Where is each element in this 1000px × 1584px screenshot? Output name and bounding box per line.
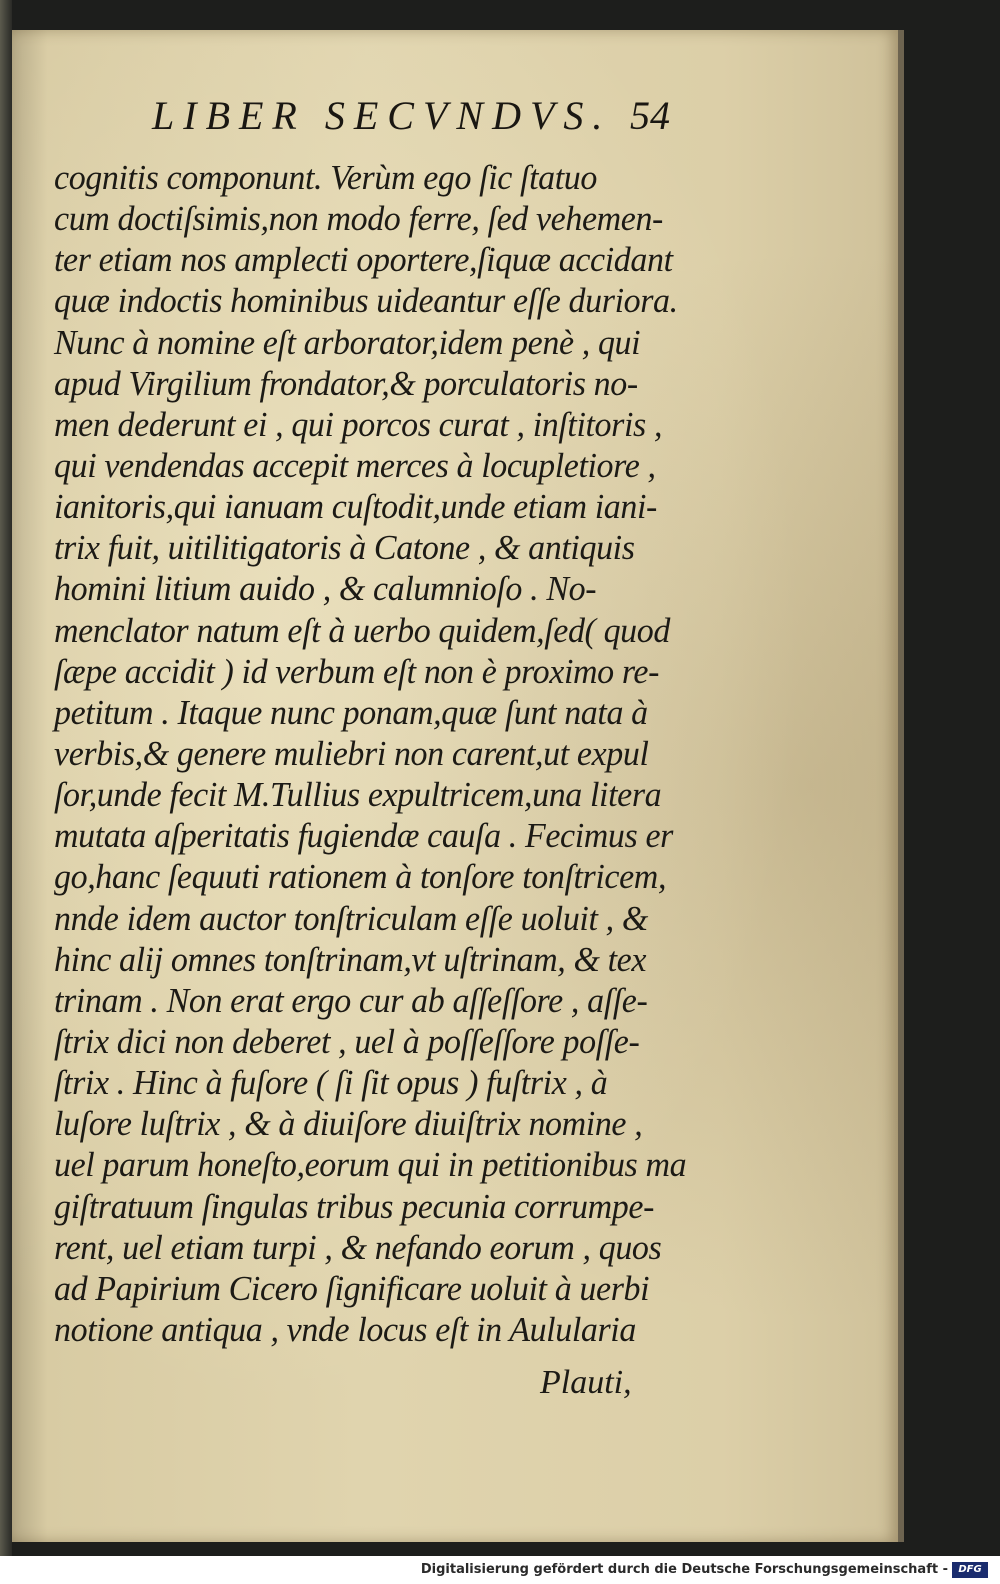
text-line: ad Papirium Cicero ſignificare uoluit à uerbi — [54, 1269, 650, 1308]
text-line: qui vendendas accepit merces à locupletiore , — [54, 446, 656, 485]
text-line: ſæpe accidit ) id verbum eſt non è proximo re- — [54, 652, 660, 691]
text-line: notione antiqua , vnde locus eſt in Aulularia — [54, 1310, 636, 1349]
text-line: luſore luſtrix , & à diuiſore diuiſtrix nomine , — [54, 1105, 643, 1144]
text-line: ter etiam nos amplecti oportere,ſiquæ accidant — [54, 241, 673, 280]
running-head: LIBER SECVNDVS. — [152, 93, 612, 138]
text-line: ſtrix dici non deberet , uel à poſſeſſore poſſe- — [54, 1022, 640, 1061]
page-right-edge — [898, 30, 904, 1542]
book-page — [12, 30, 898, 1542]
body-text — [54, 158, 704, 1351]
text-line: cum doctiſsimis,non modo ferre, ſed vehemen- — [54, 200, 663, 239]
text-line: trinam . Non erat ergo cur ab aſſeſſore , aſſe- — [54, 981, 648, 1020]
text-line: apud Virgilium frondator,& porculatoris no- — [54, 364, 638, 403]
text-line: Nunc à nomine eſt arborator,idem penè , qui — [54, 323, 641, 362]
text-line: ianitoris,qui ianuam cuſtodit,unde etiam iani- — [54, 488, 657, 527]
text-line: quæ indoctis hominibus uideantur eſſe duriora. — [54, 282, 678, 321]
text-line: petitum . Itaque nunc ponam,quæ ſunt nata à — [54, 693, 648, 732]
text-line: mutata aſperitatis fugiendæ cauſa . Fecimus er — [54, 817, 673, 856]
text-line: uel parum honeſto,eorum qui in petitionibus ma — [54, 1146, 687, 1185]
text-line: ſtrix . Hinc à fuſore ( ſi ſit opus ) fuſtrix , à — [54, 1064, 608, 1103]
text-line: trix fuit, uitilitigatoris à Catone , & antiquis — [54, 529, 635, 568]
page-number: 54 — [630, 93, 670, 138]
text-line: nnde idem auctor tonſtriculam eſſe uoluit , & — [54, 899, 648, 938]
funding-credit: Digitalisierung gefördert durch die Deutsche Forschungsgemeinschaft - — [420, 1562, 948, 1577]
text-line: giſtratuum ſingulas tribus pecunia corrumpe- — [54, 1187, 655, 1226]
text-line: ſor,unde fecit M.Tullius expultricem,una litera — [54, 776, 662, 815]
text-line: hinc alij omnes tonſtrinam,vt uſtrinam, & tex — [54, 940, 647, 979]
text-line: homini litium auido , & calumnioſo . No- — [54, 570, 597, 609]
text-line: cognitis componunt. Verùm ego ſic ſtatuo — [54, 159, 597, 197]
catchword: Plauti, — [540, 1364, 632, 1401]
text-line: rent, uel etiam turpi , & nefando eorum , quos — [54, 1228, 662, 1267]
footer-bar — [0, 1556, 1000, 1584]
page-header — [152, 92, 712, 152]
text-line: go,hanc ſequuti rationem à tonſore tonſtricem, — [54, 858, 667, 897]
text-line: verbis,& genere muliebri non carent,ut expul — [54, 734, 649, 773]
text-line: men dederunt ei , qui porcos curat , inſtitoris , — [54, 405, 663, 444]
page-gutter-edge — [0, 0, 12, 1556]
dfg-logo: DFG — [952, 1562, 988, 1578]
text-line: menclator natum eſt à uerbo quidem,ſed( quod — [54, 611, 670, 650]
